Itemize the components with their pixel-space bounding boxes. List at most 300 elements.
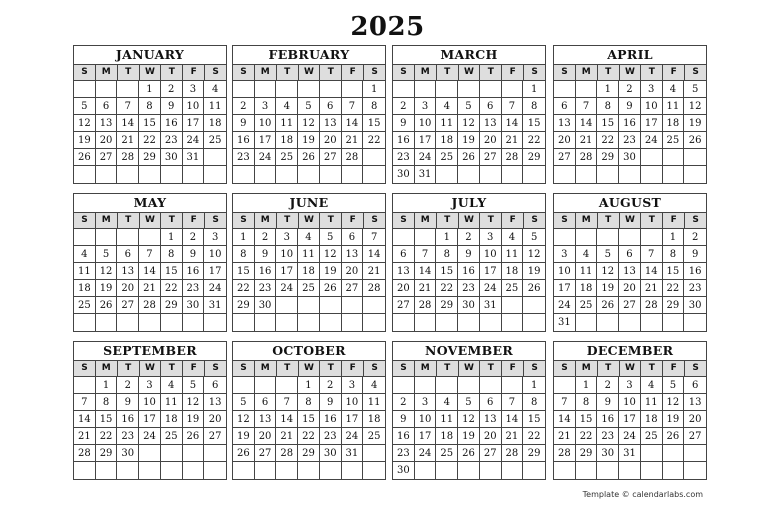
weekday-label: T (320, 65, 342, 80)
day-cell: 29 (523, 445, 545, 462)
day-cell: 18 (74, 280, 96, 297)
day-cell: 23 (619, 132, 641, 149)
weekday-label: T (161, 65, 183, 80)
day-cell (74, 314, 96, 331)
day-cell: 15 (576, 411, 598, 428)
weekday-label: S (554, 361, 576, 376)
weekday-label: S (692, 363, 699, 373)
day-cell: 15 (161, 263, 183, 280)
day-cell: 3 (139, 377, 161, 394)
day-cell: 16 (393, 132, 415, 149)
day-cell: 13 (255, 411, 277, 428)
day-cell: 14 (74, 411, 96, 428)
day-cell: 30 (255, 297, 277, 314)
day-cell: 7 (554, 394, 576, 411)
day-cell (502, 297, 524, 314)
day-cell: 2 (161, 81, 183, 98)
day-cell: 5 (298, 98, 320, 115)
day-cell: 13 (96, 115, 118, 132)
day-cell: 10 (255, 115, 277, 132)
weekday-label: M (96, 213, 118, 228)
day-cell: 20 (480, 428, 502, 445)
day-cell (96, 81, 118, 98)
day-cell: 21 (276, 428, 298, 445)
day-cell: 13 (554, 115, 576, 132)
day-cell (619, 229, 641, 246)
weekday-header (74, 213, 226, 229)
month-may (73, 193, 227, 332)
day-cell: 8 (233, 246, 255, 263)
day-cell: 4 (298, 229, 320, 246)
day-cell: 7 (641, 246, 663, 263)
day-cell: 21 (554, 428, 576, 445)
day-cell: 30 (117, 445, 139, 462)
day-cell (96, 229, 118, 246)
day-cell: 7 (342, 98, 364, 115)
weekday-label: T (161, 213, 183, 228)
day-cell (183, 462, 205, 479)
weekday-label: T (277, 361, 299, 376)
day-cell: 14 (576, 115, 598, 132)
day-cell (393, 81, 415, 98)
weekday-header (74, 65, 226, 81)
day-cell (117, 314, 139, 331)
weekday-label: W (299, 213, 321, 228)
day-cell (255, 462, 277, 479)
day-cell: 12 (298, 115, 320, 132)
day-cell: 11 (363, 394, 385, 411)
day-cell (74, 377, 96, 394)
weekday-label: T (118, 213, 140, 228)
day-cell: 30 (597, 445, 619, 462)
day-cell (663, 149, 685, 166)
day-cell (276, 297, 298, 314)
day-cell: 4 (576, 246, 598, 263)
day-cell (502, 81, 524, 98)
day-cell: 19 (74, 132, 96, 149)
day-cell: 6 (204, 377, 226, 394)
day-grid (233, 229, 385, 331)
day-cell: 28 (117, 149, 139, 166)
day-grid (393, 229, 545, 331)
day-cell: 20 (320, 132, 342, 149)
day-cell: 2 (320, 377, 342, 394)
day-cell: 25 (502, 280, 524, 297)
day-cell: 9 (117, 394, 139, 411)
day-cell: 10 (415, 115, 437, 132)
day-cell: 19 (320, 263, 342, 280)
day-cell: 20 (204, 411, 226, 428)
day-grid (74, 81, 226, 183)
day-cell: 7 (576, 98, 598, 115)
day-cell: 8 (523, 98, 545, 115)
weekday-label: M (576, 213, 598, 228)
day-cell: 19 (663, 411, 685, 428)
weekday-header (393, 65, 545, 81)
day-cell: 15 (436, 263, 458, 280)
day-cell: 18 (204, 115, 226, 132)
day-cell: 26 (96, 297, 118, 314)
day-cell: 23 (183, 280, 205, 297)
day-cell: 25 (161, 428, 183, 445)
weekday-label: S (393, 213, 415, 228)
month-april (553, 45, 707, 184)
day-cell: 11 (641, 394, 663, 411)
day-cell: 18 (576, 280, 598, 297)
day-cell: 28 (641, 297, 663, 314)
day-cell: 25 (576, 297, 598, 314)
day-cell: 16 (619, 115, 641, 132)
day-cell (233, 314, 255, 331)
day-cell (576, 462, 598, 479)
day-cell: 28 (415, 297, 437, 314)
weekday-label: S (74, 361, 96, 376)
day-cell: 1 (523, 81, 545, 98)
day-cell: 19 (233, 428, 255, 445)
day-cell: 3 (183, 81, 205, 98)
day-cell (320, 462, 342, 479)
day-cell: 9 (161, 98, 183, 115)
day-cell (597, 166, 619, 183)
day-cell (415, 462, 437, 479)
day-cell: 23 (255, 280, 277, 297)
day-cell: 21 (576, 132, 598, 149)
day-cell: 29 (233, 297, 255, 314)
day-cell: 4 (363, 377, 385, 394)
day-cell: 21 (363, 263, 385, 280)
day-cell (480, 314, 502, 331)
day-cell: 1 (96, 377, 118, 394)
day-cell: 29 (663, 297, 685, 314)
day-cell: 27 (554, 149, 576, 166)
day-cell: 7 (276, 394, 298, 411)
month-september (73, 341, 227, 480)
day-cell: 2 (255, 229, 277, 246)
day-cell: 19 (597, 280, 619, 297)
day-cell: 5 (523, 229, 545, 246)
day-cell: 25 (276, 149, 298, 166)
weekday-label: F (342, 213, 364, 228)
day-cell: 18 (298, 263, 320, 280)
month-name: APRIL (554, 46, 706, 65)
day-cell (523, 462, 545, 479)
day-cell (480, 166, 502, 183)
weekday-label: S (371, 67, 378, 77)
day-cell: 10 (204, 246, 226, 263)
day-cell (298, 81, 320, 98)
day-cell: 22 (523, 428, 545, 445)
day-cell (415, 81, 437, 98)
day-cell: 26 (663, 428, 685, 445)
day-cell (255, 166, 277, 183)
day-cell (576, 81, 598, 98)
day-grid (74, 377, 226, 479)
day-cell (684, 314, 706, 331)
day-cell: 3 (204, 229, 226, 246)
day-cell: 1 (161, 229, 183, 246)
day-cell: 27 (204, 428, 226, 445)
day-cell: 11 (436, 411, 458, 428)
day-cell: 12 (523, 246, 545, 263)
day-cell (641, 462, 663, 479)
day-cell (276, 377, 298, 394)
day-cell: 14 (363, 246, 385, 263)
day-cell (663, 166, 685, 183)
day-cell (117, 229, 139, 246)
day-cell (96, 462, 118, 479)
weekday-label: M (415, 65, 437, 80)
day-cell: 6 (554, 98, 576, 115)
month-name: FEBRUARY (233, 46, 385, 65)
weekday-label: T (437, 65, 459, 80)
day-cell: 8 (576, 394, 598, 411)
weekday-label: M (415, 361, 437, 376)
day-cell: 28 (502, 445, 524, 462)
day-cell (161, 462, 183, 479)
weekday-label: W (299, 361, 321, 376)
day-cell: 23 (233, 149, 255, 166)
day-cell: 12 (663, 394, 685, 411)
day-cell (204, 314, 226, 331)
day-cell: 28 (276, 445, 298, 462)
day-cell (576, 229, 598, 246)
day-cell: 17 (480, 263, 502, 280)
day-cell: 9 (458, 246, 480, 263)
day-cell: 28 (342, 149, 364, 166)
day-cell: 8 (597, 98, 619, 115)
day-cell (96, 166, 118, 183)
day-cell (363, 166, 385, 183)
month-name: DECEMBER (554, 342, 706, 361)
day-cell: 8 (363, 98, 385, 115)
day-cell (204, 462, 226, 479)
day-cell: 2 (183, 229, 205, 246)
day-cell: 9 (597, 394, 619, 411)
day-cell: 20 (255, 428, 277, 445)
day-cell (117, 166, 139, 183)
weekday-label: T (641, 361, 663, 376)
day-cell: 5 (684, 81, 706, 98)
weekday-header (554, 213, 706, 229)
day-cell: 15 (663, 263, 685, 280)
day-cell: 21 (74, 428, 96, 445)
weekday-label: W (140, 213, 162, 228)
day-cell: 11 (276, 115, 298, 132)
day-grid (74, 229, 226, 331)
weekday-label: S (692, 215, 699, 225)
day-cell (554, 81, 576, 98)
day-cell (684, 166, 706, 183)
day-cell (204, 445, 226, 462)
weekday-label: T (641, 213, 663, 228)
day-cell: 18 (363, 411, 385, 428)
day-cell: 5 (183, 377, 205, 394)
day-cell: 31 (204, 297, 226, 314)
day-cell: 24 (342, 428, 364, 445)
weekday-label: F (663, 213, 685, 228)
day-cell (458, 81, 480, 98)
day-cell: 13 (320, 115, 342, 132)
day-cell (320, 297, 342, 314)
day-grid (233, 81, 385, 183)
weekday-label: F (502, 361, 524, 376)
day-cell: 12 (458, 411, 480, 428)
weekday-header (74, 361, 226, 377)
day-cell (183, 314, 205, 331)
day-cell: 14 (342, 115, 364, 132)
day-cell: 30 (458, 297, 480, 314)
weekday-label: T (118, 361, 140, 376)
day-cell: 31 (342, 445, 364, 462)
weekday-label: S (371, 215, 378, 225)
day-cell (663, 314, 685, 331)
weekday-label: M (255, 213, 277, 228)
day-cell: 29 (523, 149, 545, 166)
day-cell (96, 314, 118, 331)
day-cell (458, 462, 480, 479)
day-cell: 16 (117, 411, 139, 428)
day-cell: 29 (161, 297, 183, 314)
day-cell: 24 (139, 428, 161, 445)
weekday-label: S (74, 65, 96, 80)
day-cell: 3 (554, 246, 576, 263)
day-cell: 9 (393, 115, 415, 132)
day-cell: 24 (276, 280, 298, 297)
month-name: JULY (393, 194, 545, 213)
day-cell: 5 (458, 98, 480, 115)
day-cell (480, 377, 502, 394)
year-title: 2025 (350, 12, 425, 42)
day-cell: 29 (298, 445, 320, 462)
day-cell: 6 (320, 98, 342, 115)
day-cell (684, 149, 706, 166)
day-cell: 24 (415, 149, 437, 166)
weekday-label: F (342, 65, 364, 80)
day-cell (276, 81, 298, 98)
day-cell: 5 (663, 377, 685, 394)
day-cell: 8 (96, 394, 118, 411)
weekday-label: S (212, 67, 219, 77)
day-cell: 28 (363, 280, 385, 297)
day-cell (298, 166, 320, 183)
day-cell: 25 (641, 428, 663, 445)
month-october (232, 341, 386, 480)
day-cell: 21 (415, 280, 437, 297)
day-cell: 18 (663, 115, 685, 132)
day-cell: 15 (233, 263, 255, 280)
day-cell: 26 (458, 445, 480, 462)
day-cell (663, 445, 685, 462)
day-cell: 3 (255, 98, 277, 115)
day-cell: 20 (342, 263, 364, 280)
weekday-label: M (96, 361, 118, 376)
day-cell (641, 445, 663, 462)
day-cell: 12 (320, 246, 342, 263)
day-cell: 6 (342, 229, 364, 246)
day-cell: 9 (393, 411, 415, 428)
day-cell (523, 314, 545, 331)
day-cell: 1 (436, 229, 458, 246)
weekday-label: T (641, 65, 663, 80)
day-cell: 25 (74, 297, 96, 314)
day-cell (619, 166, 641, 183)
day-cell (342, 81, 364, 98)
day-cell: 2 (117, 377, 139, 394)
day-cell: 11 (298, 246, 320, 263)
weekday-label: F (183, 65, 205, 80)
day-cell (458, 166, 480, 183)
day-cell (363, 462, 385, 479)
weekday-label: S (692, 67, 699, 77)
day-cell: 18 (502, 263, 524, 280)
day-cell: 12 (96, 263, 118, 280)
day-cell: 23 (393, 149, 415, 166)
day-cell: 12 (458, 115, 480, 132)
day-cell: 4 (161, 377, 183, 394)
day-cell: 1 (363, 81, 385, 98)
day-cell: 26 (523, 280, 545, 297)
day-cell (139, 166, 161, 183)
day-cell (342, 297, 364, 314)
day-cell: 26 (684, 132, 706, 149)
day-cell: 26 (183, 428, 205, 445)
day-cell (320, 166, 342, 183)
day-cell: 17 (276, 263, 298, 280)
weekday-label: M (255, 65, 277, 80)
day-cell: 16 (161, 115, 183, 132)
day-cell: 22 (523, 132, 545, 149)
day-cell: 23 (320, 428, 342, 445)
day-cell: 7 (139, 246, 161, 263)
weekday-label: T (277, 213, 299, 228)
day-cell: 17 (204, 263, 226, 280)
day-cell: 19 (684, 115, 706, 132)
day-cell: 7 (502, 98, 524, 115)
weekday-label: W (459, 213, 481, 228)
day-cell (74, 229, 96, 246)
weekday-label: M (96, 65, 118, 80)
weekday-label: T (437, 361, 459, 376)
day-cell (663, 462, 685, 479)
day-cell: 16 (393, 428, 415, 445)
day-cell: 24 (554, 297, 576, 314)
day-cell (363, 297, 385, 314)
day-cell: 7 (363, 229, 385, 246)
day-cell: 21 (117, 132, 139, 149)
day-cell: 25 (436, 149, 458, 166)
weekday-label: W (620, 361, 642, 376)
day-cell: 25 (363, 428, 385, 445)
day-cell: 15 (363, 115, 385, 132)
day-cell: 22 (597, 132, 619, 149)
day-grid (554, 377, 706, 479)
day-cell: 28 (74, 445, 96, 462)
day-cell: 11 (663, 98, 685, 115)
day-cell (161, 445, 183, 462)
day-cell: 20 (393, 280, 415, 297)
day-cell: 11 (576, 263, 598, 280)
weekday-label: S (74, 213, 96, 228)
day-cell: 27 (393, 297, 415, 314)
day-cell: 17 (415, 132, 437, 149)
day-cell: 4 (502, 229, 524, 246)
day-cell: 10 (480, 246, 502, 263)
day-cell: 14 (554, 411, 576, 428)
day-cell: 30 (619, 149, 641, 166)
day-cell: 26 (298, 149, 320, 166)
day-cell: 19 (523, 263, 545, 280)
day-cell: 8 (663, 246, 685, 263)
